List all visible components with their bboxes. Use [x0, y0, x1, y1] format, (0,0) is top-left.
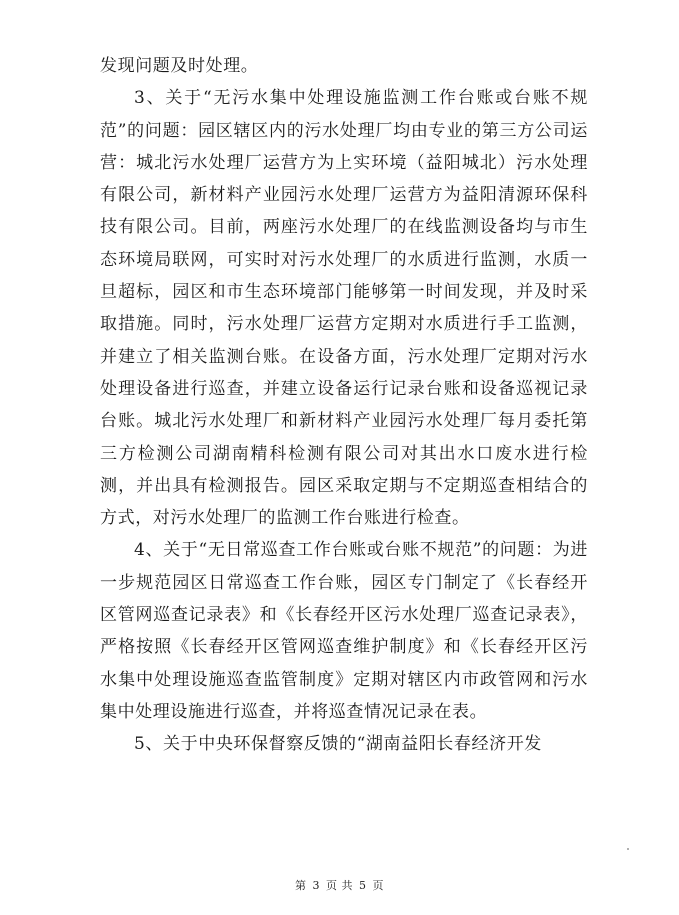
footer-middle: 页 共 [326, 879, 353, 892]
document-body [100, 50, 588, 761]
footer-suffix: 页 [372, 879, 384, 892]
footer-total-pages: 5 [359, 879, 367, 892]
page-footer [0, 877, 679, 893]
footer-page-number: 3 [312, 879, 320, 892]
scan-speck [627, 848, 629, 850]
paragraph-item-3: 3、关于“无污水集中处理设施监测工作台账或台账不规范”的问题：园区辖区内的污水处理厂均由专业的第三方公司运营：城北污水处理厂运营方为上实环境（益阳城北）污水处理有限公司，新材料产业园污水处理厂运营方为益阳清源环保科技有限公司。目前，两座污水处理厂的在线监测设备均与市生态环境局联网，可实时对污水处理厂的水质进行监测，水质一旦超标，园区和市生态环境部门能够第一时间发现，并及时采取措施。同时，污水处理厂运营方定期对水质进行手工监测，并建立了相关监测台账。在设备方面，污水处理厂定期对污水处理设备进行巡查，并建立设备运行记录台账和设备巡视记录台账。城北污水处理厂和新材料产业园污水处理厂每月委托第三方检测公司湖南精科检测有限公司对其出水口废水进行检测，并出具有检测报告。园区采取定期与不定期巡查相结合的方式，对污水处理厂的监测工作台账进行检查。 [100, 88, 588, 529]
footer-prefix: 第 [295, 879, 307, 892]
paragraph-item-5: 5、关于中央环保督察反馈的“湖南益阳长春经济开发 [134, 734, 542, 755]
paragraph-item-4: 4、关于“无日常巡查工作台账或台账不规范”的问题：为进一步规范园区日常巡查工作台账，园区专门制定了《长春经开区管网巡查记录表》和《长春经开区污水处理厂巡查记录表》，严格按照《长春经开区管网巡查维护制度》和《长春经开区污水集中处理设施巡查监管制度》定期对辖区内市政管网和污水集中处理设施进行巡查，并将巡查情况记录在表。 [100, 540, 588, 722]
paragraph-continuation: 发现问题及时处理。 [100, 56, 259, 76]
